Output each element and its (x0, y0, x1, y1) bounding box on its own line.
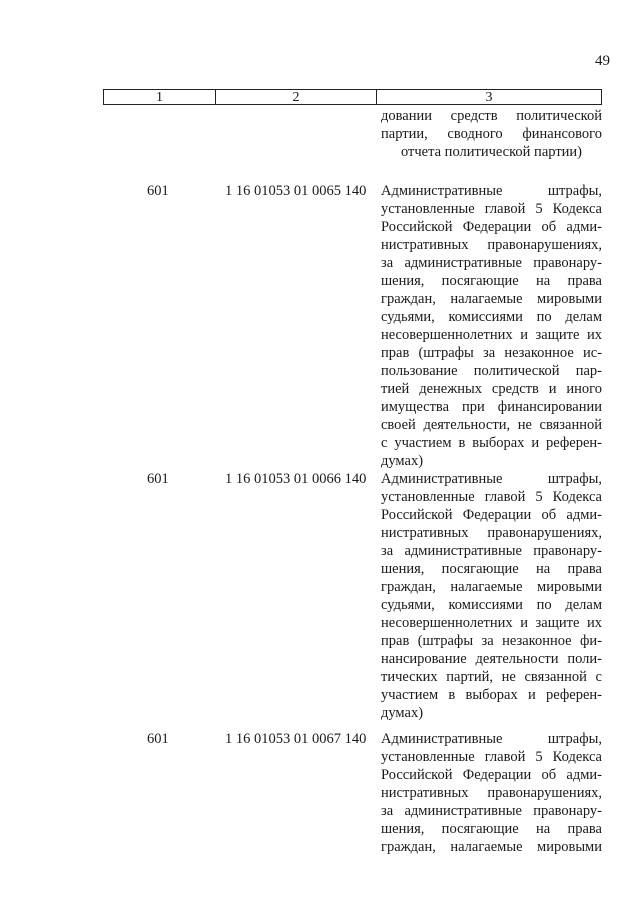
header-cell-2: 2 (216, 90, 377, 104)
description-line: участием в выборах и референ- (381, 687, 602, 703)
description-line: думах) (381, 705, 424, 721)
description-line: установленные главой 5 Кодекса (381, 749, 602, 765)
header-cell-1: 1 (104, 90, 216, 104)
description-line: несовершеннолетних и защите их (381, 615, 602, 631)
description-line: граждан, налагаемые мировыми (381, 291, 602, 307)
description-line: шения, посягающие на права (381, 561, 602, 577)
description-line: Российской Федерации об адми- (381, 219, 602, 235)
description-line: пользование политической пар- (381, 363, 602, 379)
description-line: за административные правонару- (381, 803, 602, 819)
description-line: отчета политической партии) (400, 144, 583, 160)
description-line: установленные главой 5 Кодекса (381, 201, 602, 217)
description-line: нансирование деятельности поли- (381, 651, 602, 667)
description-line: нистративных правонарушениях, (381, 237, 602, 253)
description (381, 730, 602, 856)
description (381, 470, 602, 722)
description-line: с участием в выборах и референ- (381, 435, 602, 451)
description-line: граждан, налагаемые мировыми (381, 839, 602, 855)
page-number: 49 (595, 53, 610, 69)
description-line: довании средств политической (381, 108, 602, 124)
description-line: судьями, комиссиями по делам (381, 309, 602, 325)
kbk-code: 1 16 01053 01 0066 140 (225, 471, 367, 487)
description-line: несовершеннолетних и защите их (381, 327, 602, 343)
continued-description (381, 107, 602, 161)
kbk-code: 1 16 01053 01 0065 140 (225, 183, 367, 199)
description-line: прав (штрафы за незаконное ис- (381, 345, 602, 361)
description-line: прав (штрафы за незаконное фи- (381, 633, 602, 649)
table-header (103, 89, 602, 105)
admin-code: 601 (147, 731, 169, 747)
description-line: Административные штрафы, (381, 471, 602, 487)
admin-code: 601 (147, 183, 169, 199)
description-line: нистративных правонарушениях, (381, 785, 602, 801)
description-line: шения, посягающие на права (381, 273, 602, 289)
description-line: имущества при финансировании (381, 399, 602, 415)
description-line: за административные правонару- (381, 543, 602, 559)
kbk-code: 1 16 01053 01 0067 140 (225, 731, 367, 747)
description-line: установленные главой 5 Кодекса (381, 489, 602, 505)
description-line: своей деятельности, не связанной (381, 417, 602, 433)
description-line: тических партий, не связанной с (381, 669, 602, 685)
description-line: думах) (381, 453, 424, 469)
description-line: Российской Федерации об адми- (381, 507, 602, 523)
description-line: Административные штрафы, (381, 731, 602, 747)
header-cell-3: 3 (485, 90, 493, 105)
description-line: шения, посягающие на права (381, 821, 602, 837)
description-line: Российской Федерации об адми- (381, 767, 602, 783)
admin-code: 601 (147, 471, 169, 487)
description-line: за административные правонару- (381, 255, 602, 271)
description-line: Административные штрафы, (381, 183, 602, 199)
description-line: тией денежных средств и иного (381, 381, 602, 397)
description (381, 182, 602, 470)
description-line: нистративных правонарушениях, (381, 525, 602, 541)
description-line: судьями, комиссиями по делам (381, 597, 602, 613)
description-line: граждан, налагаемые мировыми (381, 579, 602, 595)
description-line: партии, сводного финансового (381, 126, 602, 142)
